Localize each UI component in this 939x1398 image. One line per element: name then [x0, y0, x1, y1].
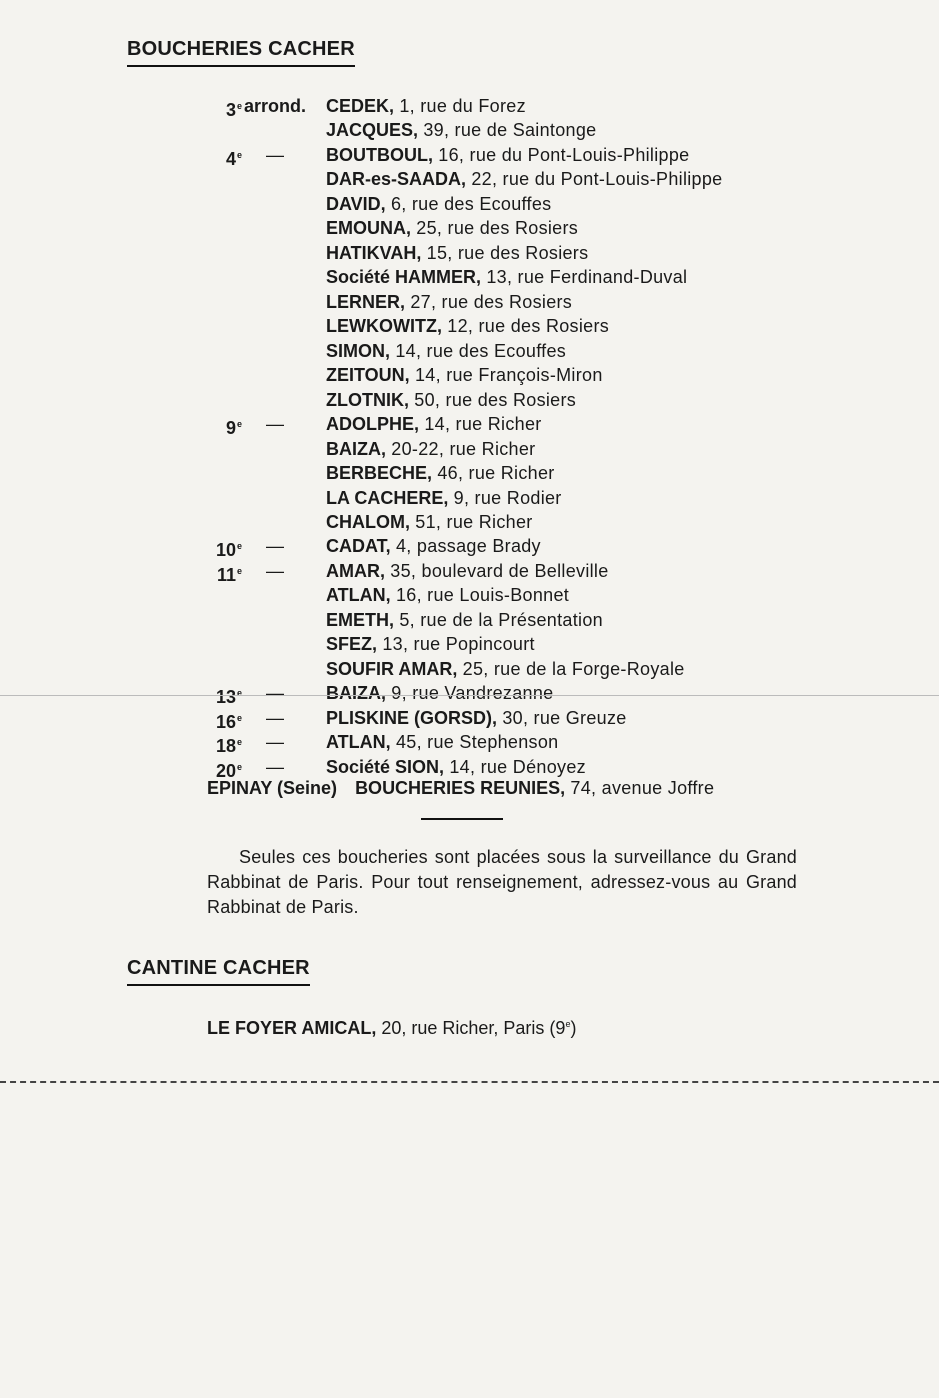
shop	[326, 388, 576, 412]
shop-address: 14, rue des Ecouffes	[390, 341, 567, 361]
shop	[326, 510, 533, 534]
shop	[326, 706, 627, 730]
arrondissement-digits: 10	[215, 540, 236, 560]
shop	[326, 681, 553, 705]
arrondissement-number	[206, 363, 242, 391]
shop	[326, 241, 588, 265]
shop	[326, 143, 689, 167]
shop-address: 27, rue des Rosiers	[405, 292, 573, 312]
shop	[326, 534, 541, 558]
arrondissement-number	[206, 730, 242, 758]
arrondissement-number	[206, 118, 242, 146]
shop	[326, 412, 542, 436]
shop-name: EMOUNA,	[326, 218, 411, 238]
arrondissement-number	[206, 461, 242, 489]
shop-address: 30, rue Greuze	[497, 708, 627, 728]
shop-address: 6, rue des Ecouffes	[385, 194, 552, 214]
shop-name: JACQUES,	[326, 120, 419, 140]
shop	[326, 216, 578, 240]
shop-address: 15, rue des Rosiers	[421, 243, 589, 263]
butcher-entry	[0, 265, 939, 289]
butcher-entry	[0, 290, 939, 314]
butcher-entry	[0, 314, 939, 338]
butcher-entry	[0, 510, 939, 534]
ditto-dash: —	[266, 145, 284, 165]
section-divider	[421, 818, 503, 820]
shop-address: 9, rue Vandrezanne	[386, 683, 554, 703]
shop-name: SFEZ,	[326, 634, 378, 654]
butcher-entry	[0, 657, 939, 681]
shop	[326, 192, 551, 216]
butcher-entry	[0, 216, 939, 240]
epinay-shop-name: BOUCHERIES REUNIES,	[355, 778, 566, 798]
shop-name: AMAR,	[326, 561, 385, 581]
canteen-name: LE FOYER AMICAL,	[207, 1018, 377, 1038]
boucheries-title: BOUCHERIES CACHER	[127, 38, 355, 67]
shop-name: BAIZA,	[326, 439, 386, 459]
shop-address: 16, rue Louis-Bonnet	[390, 585, 570, 605]
shop-address: 35, boulevard de Belleville	[385, 561, 609, 581]
ditto-dash: —	[266, 536, 284, 556]
shop	[326, 94, 526, 118]
arrondissement-suffix: e	[236, 737, 242, 747]
shop-name: ATLAN,	[326, 732, 391, 752]
arrondissement-suffix: e	[236, 713, 242, 723]
shop-name: EMETH,	[326, 610, 395, 630]
shop	[326, 314, 609, 338]
shop	[326, 632, 535, 656]
shop-address: 45, rue Stephenson	[390, 732, 559, 752]
shop-address: 16, rue du Pont-Louis-Philippe	[433, 145, 690, 165]
butcher-entry	[0, 486, 939, 510]
butcher-entry	[0, 241, 939, 265]
arrondissement-number	[206, 265, 242, 293]
butcher-entry	[0, 632, 939, 656]
epinay-shop-address: 74, avenue Joffre	[565, 778, 715, 798]
shop-address: 14, rue Dénoyez	[444, 757, 586, 777]
shop-name: SOUFIR AMAR,	[326, 659, 458, 679]
shop-name: CHALOM,	[326, 512, 410, 532]
shop-name: LA CACHERE,	[326, 488, 449, 508]
butcher-entry	[0, 94, 939, 118]
shop-name: ADOLPHE,	[326, 414, 420, 434]
shop	[326, 486, 562, 510]
shop-name: PLISKINE (GORSD),	[326, 708, 498, 728]
arrondissement-digits: 13	[215, 687, 236, 707]
shop-address: 39, rue de Saintonge	[418, 120, 597, 140]
butcher-entry	[0, 461, 939, 485]
shop	[326, 290, 572, 314]
butcher-entry	[0, 118, 939, 142]
shop-address: 12, rue des Rosiers	[441, 316, 610, 336]
butcher-entry	[0, 143, 939, 167]
butcher-entry	[0, 559, 939, 583]
shop-address: 25, rue des Rosiers	[411, 218, 579, 238]
ditto-dash: —	[266, 757, 284, 777]
ditto-dash: —	[266, 732, 284, 752]
shop	[326, 461, 555, 485]
shop-name: CEDEK,	[326, 96, 395, 116]
arrondissement-label: arrond.	[244, 96, 307, 116]
arrondissement-number	[206, 534, 242, 562]
shop-name: HATIKVAH,	[326, 243, 422, 263]
shop-name: ZLOTNIK,	[326, 390, 409, 410]
arrondissement-number	[206, 583, 242, 611]
shop-address: 46, rue Richer	[432, 463, 555, 483]
cut-line	[0, 1081, 939, 1083]
shop	[326, 265, 687, 289]
butcher-entry	[0, 730, 939, 754]
shop-address: 25, rue de la Forge-Royale	[457, 659, 685, 679]
canteen-address-sup: e	[565, 1019, 571, 1029]
arrondissement-digits: 3	[225, 100, 236, 120]
arrondissement-suffix: e	[236, 762, 242, 772]
butcher-entry	[0, 706, 939, 730]
shop-name: CADAT,	[326, 536, 391, 556]
shop-name: Société SION,	[326, 757, 445, 777]
shop-address: 14, rue François-Miron	[409, 365, 603, 385]
shop	[326, 559, 609, 583]
butcher-entry	[0, 583, 939, 607]
shop	[326, 118, 596, 142]
butcher-entry	[0, 363, 939, 387]
epinay-place: EPINAY (Seine)	[207, 778, 338, 798]
shop-name: LEWKOWITZ,	[326, 316, 442, 336]
shop	[326, 339, 566, 363]
shop	[326, 730, 558, 754]
butcher-entry	[0, 412, 939, 436]
epinay-entry	[207, 776, 714, 800]
arrondissement-suffix: e	[236, 150, 242, 160]
arrondissement-digits: 9	[225, 418, 236, 438]
shop-name: BOUTBOUL,	[326, 145, 433, 165]
shop-address: 13, rue Ferdinand-Duval	[481, 267, 688, 287]
ditto-dash: —	[266, 708, 284, 728]
arrondissement-number	[206, 314, 242, 342]
shop	[326, 657, 685, 681]
cantine-title: CANTINE CACHER	[127, 957, 310, 986]
shop-address: 20-22, rue Richer	[386, 439, 536, 459]
shop	[326, 608, 603, 632]
shop	[326, 437, 535, 461]
arrondissement-suffix: e	[236, 688, 242, 698]
butcher-entry	[0, 608, 939, 632]
butcher-entry	[0, 437, 939, 461]
shop	[326, 167, 722, 191]
arrondissement-suffix: e	[236, 419, 242, 429]
shop-name: DAR-es-SAADA,	[326, 169, 467, 189]
shop-address: 51, rue Richer	[410, 512, 533, 532]
arrondissement-digits: 11	[216, 565, 236, 585]
shop	[326, 583, 569, 607]
arrondissement-digits: 16	[215, 712, 236, 732]
shop-address: 14, rue Richer	[419, 414, 542, 434]
arrondissement-digits: 4	[225, 149, 236, 169]
shop-address: 13, rue Popincourt	[377, 634, 535, 654]
shop-name: ATLAN,	[326, 585, 391, 605]
shop-name: LERNER,	[326, 292, 406, 312]
shop-address: 5, rue de la Présentation	[394, 610, 603, 630]
canteen-address-close: )	[570, 1018, 577, 1038]
arrondissement-digits: 20	[215, 761, 236, 781]
shop-address: 9, rue Rodier	[448, 488, 562, 508]
shop-name: ZEITOUN,	[326, 365, 410, 385]
shop-name: BAIZA,	[326, 683, 386, 703]
arrondissement-digits: 18	[215, 736, 236, 756]
butcher-entry	[0, 681, 939, 705]
fold-crease	[0, 695, 939, 696]
ditto-dash: —	[266, 561, 284, 581]
shop-name: SIMON,	[326, 341, 391, 361]
arrondissement-number	[206, 167, 242, 195]
shop	[326, 363, 603, 387]
shop-address: 4, passage Brady	[390, 536, 541, 556]
shop-name: BERBECHE,	[326, 463, 433, 483]
arrondissement-suffix: e	[236, 566, 242, 576]
ditto-dash: —	[266, 683, 284, 703]
butcher-entry	[0, 167, 939, 191]
butcher-entry	[0, 339, 939, 363]
canteen-entry	[207, 1012, 576, 1040]
shop-address: 1, rue du Forez	[394, 96, 526, 116]
canteen-address: 20, rue Richer, Paris (9	[376, 1018, 566, 1038]
arrondissement-number	[206, 216, 242, 244]
arrondissement-suffix: e	[236, 541, 242, 551]
arrondissement-number	[206, 412, 242, 440]
butcher-entry	[0, 388, 939, 412]
butcher-entry	[0, 534, 939, 558]
ditto-dash: —	[266, 414, 284, 434]
arrondissement-number	[206, 632, 242, 660]
arrondissement-suffix: e	[236, 101, 242, 111]
shop-address: 50, rue des Rosiers	[409, 390, 577, 410]
shop-address: 22, rue du Pont-Louis-Philippe	[466, 169, 723, 189]
butcher-entry	[0, 192, 939, 216]
shop-name: DAVID,	[326, 194, 386, 214]
shop-name: Société HAMMER,	[326, 267, 482, 287]
supervision-note: Seules ces boucheries sont placées sous la surveillance du Grand Rabbinat de Paris. Pour tout renseignement, adressez-vous au Grand Rabbinat de Paris.	[207, 847, 797, 917]
